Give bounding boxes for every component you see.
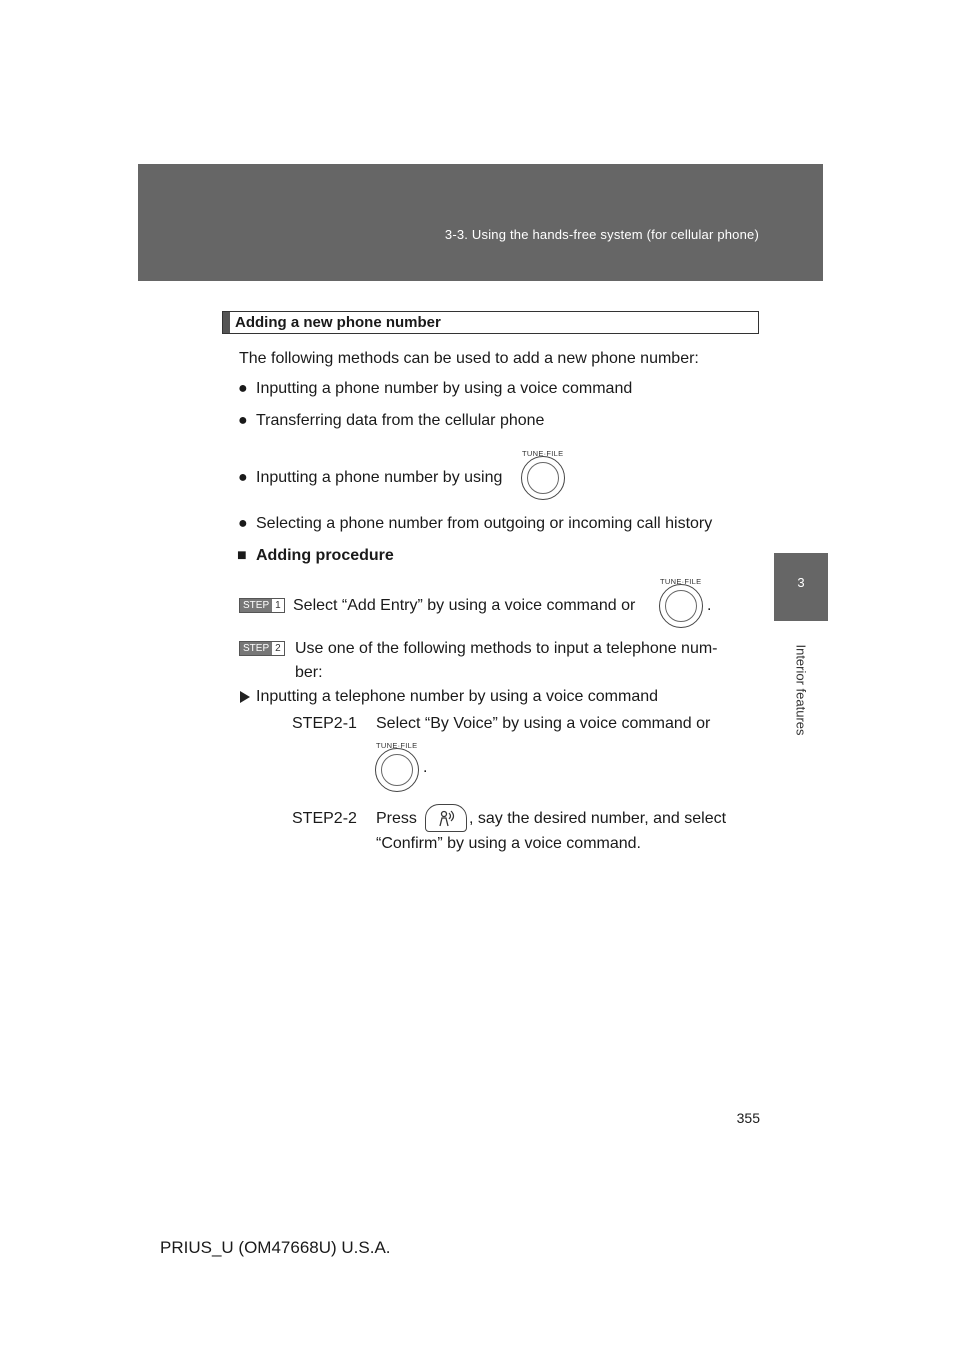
bullet-icon: ● <box>238 515 248 532</box>
bullet-icon: ● <box>238 469 248 486</box>
step-2-text-line1: Use one of the following methods to input a telephone num- <box>295 640 718 657</box>
voice-command-icon <box>437 808 457 828</box>
substep-2-2-text-line2: “Confirm” by using a voice command. <box>376 835 641 852</box>
tune-file-knob-icon <box>659 584 703 628</box>
chapter-label-text: Interior features <box>793 644 809 736</box>
step-1-text: Select “Add Entry” by using a voice command or <box>293 597 636 614</box>
option-heading: Inputting a telephone number by using a voice command <box>256 688 659 705</box>
chapter-header-band <box>138 164 823 281</box>
step-badge-word: STEP <box>240 642 272 655</box>
method-item: Transferring data from the cellular phone <box>256 412 545 429</box>
chapter-side-label <box>788 640 814 740</box>
step-1-suffix: . <box>707 597 712 614</box>
triangle-bullet-icon <box>240 691 250 703</box>
substep-2-2-text: , say the desired number, and select <box>469 810 727 827</box>
page-number: 355 <box>736 1110 760 1126</box>
section-heading-box <box>222 311 759 334</box>
heading-accent-bar <box>223 312 230 333</box>
section-title: 3-3. Using the hands-free system (for cellular phone) <box>444 227 759 242</box>
substep-2-1-text: Select “By Voice” by using a voice command or <box>376 715 711 732</box>
tune-file-knob-icon <box>521 456 565 500</box>
press-word: Press <box>376 810 417 827</box>
tune-file-knob-icon <box>375 748 419 792</box>
step-1-badge <box>239 598 285 613</box>
substep-2-1-suffix: . <box>423 759 428 776</box>
section-heading: Adding a new phone number <box>235 314 441 331</box>
step-2-text-line2: ber: <box>295 664 323 681</box>
substep-id: STEP2-2 <box>292 810 357 827</box>
knob-label: TUNE·FILE <box>660 577 702 586</box>
talk-switch-icon <box>425 804 467 832</box>
bullet-icon: ● <box>238 380 248 397</box>
step-badge-number: 2 <box>272 642 284 655</box>
method-item: Selecting a phone number from outgoing or incoming call history <box>256 515 713 532</box>
chapter-number: 3 <box>797 575 805 590</box>
step-badge-number: 1 <box>272 599 284 612</box>
substep-id: STEP2-1 <box>292 715 357 732</box>
knob-label: TUNE·FILE <box>376 741 418 750</box>
bullet-icon: ● <box>238 412 248 429</box>
chapter-tab <box>774 553 828 621</box>
subheading: Adding procedure <box>256 547 394 564</box>
method-item: Inputting a phone number by using <box>256 469 503 486</box>
step-2-badge <box>239 641 285 656</box>
step-badge-word: STEP <box>240 599 272 612</box>
square-bullet-icon: ■ <box>237 547 247 564</box>
intro-text: The following methods can be used to add a new phone number: <box>239 350 699 367</box>
knob-label: TUNE·FILE <box>522 449 564 458</box>
method-item: Inputting a phone number by using a voice command <box>256 380 633 397</box>
footer-model-code: PRIUS_U (OM47668U) U.S.A. <box>160 1238 391 1257</box>
